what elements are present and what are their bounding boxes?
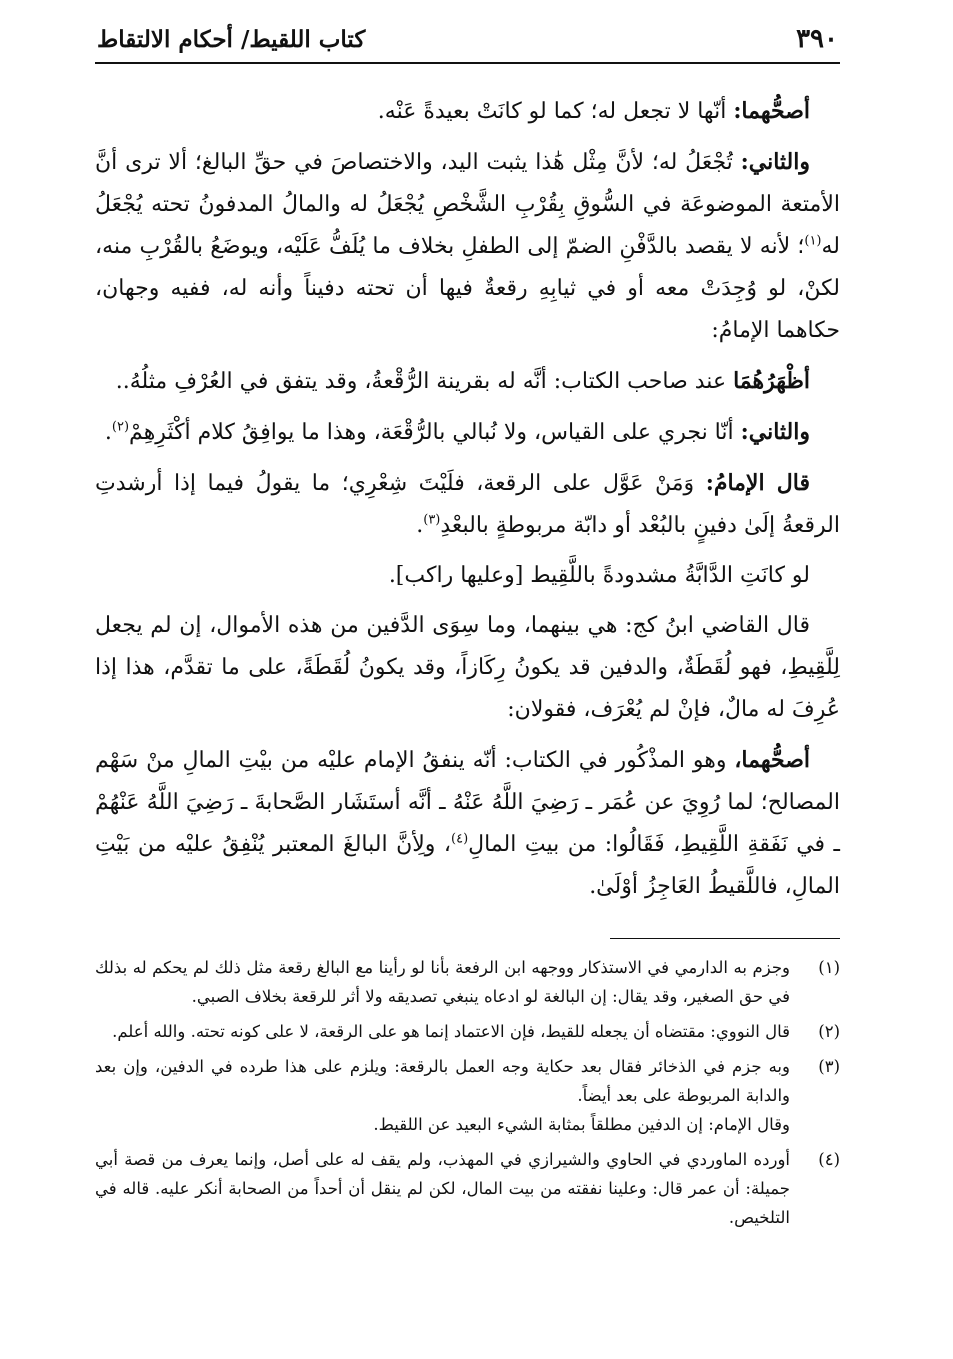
paragraph-text: أنّا نجري على القياس، ولا نُبالي بالرُّقْعَة، وهذا ما يوافِقُ كلام أكْثَرِهِمْ [129,420,741,445]
paragraph [95,360,840,403]
footnote [95,1145,840,1232]
paragraph [95,411,840,454]
footnote-text: وقال الإمام: إن الدفين مطلقاً بمثابة الشيء البعيد عن اللقيط. [373,1115,790,1134]
footnote-ref[interactable]: (١) [804,233,822,249]
footnote [95,1052,840,1139]
paragraph-text: لو كانَتِ الدَّابَّةُ مشدودةً باللَّقِيط [وعليها راكب]. [388,563,810,588]
footnote-ref[interactable]: (٢) [111,419,130,435]
footnote-text: قال النووي: مقتضاه أن يجعله للقيط، فإن الاعتماد إنما هو على الرقعة، لا على كونه تحته. والله أعلم. [112,1022,790,1041]
paragraph [95,739,840,908]
footnote-number: (٢) [818,1022,840,1041]
footnotes [95,953,840,1232]
footnote-ref[interactable]: (٣) [423,512,441,528]
paragraph-text: ؛ لأنه لا يقصد بالدَّفْنِ الضمّ إلى الطفلِ بخلاف ما يُلَفُّ عَلَيْه، ويوضَعُ بالقُرْبِ منه، لكنْ، لو وُجِدَتْ معه أو في ثيابِهِ رقعةٌ فيها أن تحته دفيناً وأنه له، ففيه وجهان، حكاهما الإمامُ: [95,234,840,343]
main-text [95,90,840,908]
footnote-number: (١) [818,958,840,977]
paragraph-text: . [416,513,424,538]
footnote-divider [610,938,840,939]
footnote-number: (٣) [818,1057,840,1076]
page-number: ٣٩٠ [796,24,838,54]
footnote-number: (٤) [818,1150,840,1169]
paragraph [95,605,840,731]
footnote-text: وجزم به الدارمي في الاستذكار ووجهه ابن الرفعة بأنا لو رأينا مع البالغ رقعة مثل ذلك لم يحكم له بذلك في حق الصغير، وقد يقال: إن البالغة لو ادعاه ينبغي تصديقه ولا أثر للرقعة بخلاف الصبي. [95,958,790,1006]
page-header [95,18,840,64]
paragraph [95,90,840,133]
paragraph [95,555,840,597]
paragraph-lead: أظْهَرُهُمَا [733,368,810,394]
paragraph-text: أنّها لا تجعل له؛ كما لو كانَتْ بعيدةً عَنْه. [377,99,734,124]
running-title: كتاب اللقيط/ أحكام الالتقاط [97,26,366,53]
footnote-text: وبه جزم في الذخائر فقال بعد حكاية وجه العمل بالرقعة: ويلزم على هذا طرده في الدفين، وإن بعد والدابة المربوطة على بعد أيضاً. [95,1057,790,1105]
paragraph-text: ، ولِأنَّ البالغَ المعتبر يُنْفِقُ عليْه من بَيْتِ المالِ، فاللَّقيطُ العَاجِزُ أوْلَىٰ. [95,832,840,899]
paragraph-text: وَمَنْ عَوَّل على الرقعة، فلَيْتَ شِعْرِي؛ ما يقولُ فيما إذا أرشدتِ الرقعةُ إلَىٰ دفينٍ بالبُعْد أو دابّة مربوطةٍ بالبعْدِ [95,471,840,538]
paragraph-lead: أصحُّهما: [733,98,810,124]
footnote-text: أورده الماوردي في الحاوي والشيرازي في المهذب، ولم يقف له على أصل، وإنما يعرف من قصة أبي جميلة: أن عمر قال: وعلينا نفقته من بيت المال، لكن لم ينقل أن أحداً من الصحابة أنكر عليه. قاله في التلخيص. [95,1150,790,1227]
footnote [95,953,840,1011]
book-page [95,18,840,1338]
paragraph [95,462,840,547]
paragraph-text: عند صاحب الكتاب: أنَّه له بقرينة الرُّقْعةُ، وقد يتفق في العُرْفِ مثلُهُ.. [115,369,734,394]
paragraph-lead: أصحُّهما، [734,747,810,773]
footnote [95,1017,840,1046]
paragraph-text: تُجْعَلُ له؛ لأنَّ مِثْل هَٰذا يثبت اليد، والاختصاصَ في حقِّ البالغ؛ ألا ترى أنَّ الأمتعة الموضوعَة في السُّوقِ بِقُرْبِ الشَّخْصِ يُجْعَلُ له والمالُ المدفونُ تحته يُجْعَلُ له [95,150,840,259]
footnote-ref[interactable]: (٤) [451,831,469,847]
paragraph-text: . [104,420,112,445]
paragraph-lead: والثاني: [740,419,810,445]
paragraph [95,141,840,352]
paragraph-lead: قال الإمامُ: [705,470,810,496]
paragraph-lead: والثاني: [740,149,810,175]
paragraph-text: وهو المذْكُور في الكتاب: أنّه ينفقُ الإمام عليْه من بيْتِ المالِ منْ سَهْم المصالح؛ لما رُوِيَ عن عُمَر ـ رَضِيَ اللَّهُ عَنْهُ ـ أنَّه أستَشَار الصَّحابةَ ـ رَضِيَ اللَّهُ عَنْهُمْ ـ في نَفَقةِ اللَّقِيطِ، فَقَالُوا: من بيتِ المالِ [95,748,840,857]
paragraph-text: قال القاضي ابنُ كج: هي بينهما، وما سِوَى الدَّفين من هذه الأموال، إن لم يجعل لِلَّقِيطِ، فهو لُقَطَةٌ، والدفين قد يكونُ رِكَازاً، وقد يكونُ لُقَطَةً، على ما تقدَّم، هذا إذا عُرِفَ له مالٌ، فإنْ لم يُعْرَف، فقولان: [95,613,840,722]
